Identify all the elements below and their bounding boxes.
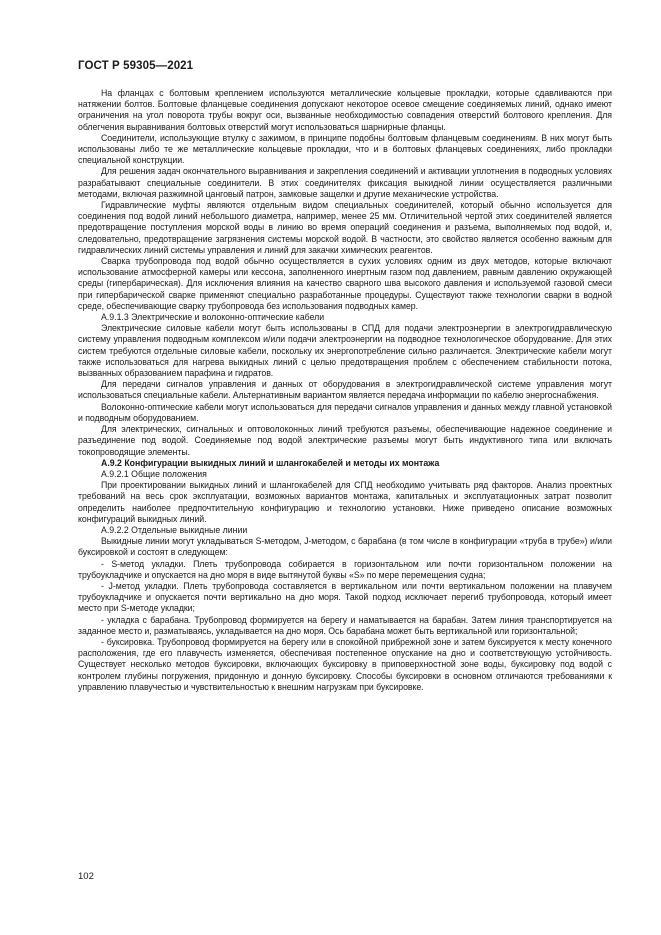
paragraph: Электрические силовые кабели могут быть использованы в СПД для подачи электроэнергии в электрогидравлическую систему управления подводным комплексом и/или подачи электроэнергии на подводное технологическое оборудование. Для этих систем требуются отдельные силовые кабели, поскольку их энергопотребление сильно различается. Электрические кабели могут также использоваться для нагрева выкидных линий с целью предотвращения проблем с обеспечением стабильности потока, вызванных образованием парафина и гидратов. bbox=[78, 323, 612, 379]
page-number: 102 bbox=[78, 871, 94, 882]
list-item: - J-метод укладки. Плеть трубопровода составляется в вертикальном или почти вертикальном положении на плавучем трубоукладчике и опускается почти вертикально на дно моря. Такой подход исключает перегиб трубопровода, который имеет место при S-методе укладки; bbox=[78, 580, 612, 614]
section-title-a92: А.9.2 Конфигурации выкидных линий и шлангокабелей и методы их монтажа bbox=[101, 457, 440, 468]
paragraph: На фланцах с болтовым креплением используются металлические кольцевые прокладки, которые сдавливаются при натяжении болтов. Болтовые фланцевые соединения допускают некоторое осевое смещение соединяемых линий, однако имеют ограничения на угол поворота трубы вокруг оси, вызванные необходимостью совпадения отверстий болтового крепления. Для облегчения выравнивания болтовых отверстий могут использоваться шарнирные фланцы. bbox=[78, 88, 612, 132]
list-item: - укладка с барабана. Трубопровод формируется на берегу и наматывается на барабан. Затем линия транспортируется на заданное место и, разматываясь, укладывается на дно моря. Ось барабана может быть вертикальной или горизонтальной; bbox=[78, 614, 612, 636]
list-item: - буксировка. Трубопровод формируется на берегу или в спокойной прибрежной зоне и затем буксируется к месту конечного расположения, где его плавучесть изменяется, обеспечивая постепенное опускание на дно и соответствующую устойчивость. Существует несколько методов буксировки, включающих буксировку в приповерхностной зоне воды, буксировку под водой с контролем глубины погружения, придонную и донную буксировку. Способы буксировки в основном отличаются требованиями к управлению плавучестью и чувствительностью к внешним нагрузкам при буксировке. bbox=[78, 636, 612, 692]
paragraph: Гидравлические муфты являются отдельным видом специальных соединителей, который обычно используется для соединения под водой линий небольшого диаметра, например, менее 25 мм. Отличительной чертой этих соединителей является предотвращение поступления морской воды в линию во время операций соединения и разъема, выполняемых под водой, и, следовательно, предотвращение загрязнения системы морской водой. В частности, это свойство является особенно важным для гидравлических линий системы управления и линий для закачки химических реагентов. bbox=[78, 200, 612, 255]
paragraph: Соединители, использующие втулку с зажимом, в принципе подобны болтовым фланцевым соединениям. В них могут быть использованы либо те же металлические кольцевые прокладки, что и в болтовых фланцевых соединениях, либо прокладки специальной конструкции. bbox=[78, 132, 612, 166]
list-item: - S-метод укладки. Плеть трубопровода собирается в горизонтальном или почти горизонтальном положении на трубоукладчике и опускается на дно моря в виде вытянутой буквы «S» по мере перемещения судна; bbox=[78, 558, 612, 580]
paragraph: Выкидные линии могут укладываться S-методом, J-методом, с барабана (в том числе в конфигурации «труба в трубе») и/или буксировкой и состоят в следующем: bbox=[78, 536, 612, 558]
paragraph: При проектировании выкидных линий и шлангокабелей для СПД необходимо учитывать ряд факторов. Анализ проектных требований на весь срок эксплуатации, возможных вариантов монтажа, капитальных и эксплуатационных затрат позволит определить наиболее предпочтительную конфигурацию и технологию установки. Ниже приведено описание возможных конфигураций выкидных линий. bbox=[78, 480, 612, 524]
standard-header: ГОСТ Р 59305—2021 bbox=[78, 60, 194, 72]
subsection-title-a913: А.9.1.3 Электрические и волоконно-оптические кабели bbox=[101, 312, 325, 323]
paragraph: Для передачи сигналов управления и данных от оборудования в электрогидравлической системе управления могут использоваться специальные кабели. Альтернативным вариантом является передача информации по кабелю энергоснабжения. bbox=[78, 379, 612, 401]
subsection-title-a922: А.9.2.2 Отдельные выкидные линии bbox=[101, 524, 248, 535]
paragraph: Волоконно-оптические кабели могут использоваться для передачи сигналов управления и данных между главной установкой и подводным оборудованием. bbox=[78, 401, 612, 423]
paragraph: Для электрических, сигнальных и оптоволоконных линий требуются разъемы, обеспечивающие надежное соединение и разъединение под водой. Соединяемые под водой электрические разъемы могут быть индуктивного типа или включать токопроводящие элементы. bbox=[78, 424, 612, 457]
paragraph: Сварка трубопровода под водой обычно осуществляется в сухих условиях одним из двух методов, которые включают использование атмосферной камеры или кессона, заполненного инертным газом под давлением, равным давлению окружающей среды (гипербарическая). Для исключения влияния на качество сварного шва высокого давления и используемой газовой смеси при гипербарической сварке применяют специально разработанные процедуры. Существуют также технологии сварки в водной среде, обеспечивающие сварку трубопровода без использования подводных камер. bbox=[78, 256, 612, 311]
paragraph: Для решения задач окончательного выравнивания и закрепления соединений и активации уплотнения в подводных условиях разрабатывают специальные соединители. В этих соединителях фиксация выкидной линии осуществляется различными методами, включая разжимной цанговый патрон, замковые защелки и другие механические устройства. bbox=[78, 166, 612, 199]
subsection-title-a921: А.9.2.1 Общие положения bbox=[101, 468, 207, 479]
page-content bbox=[78, 88, 612, 693]
